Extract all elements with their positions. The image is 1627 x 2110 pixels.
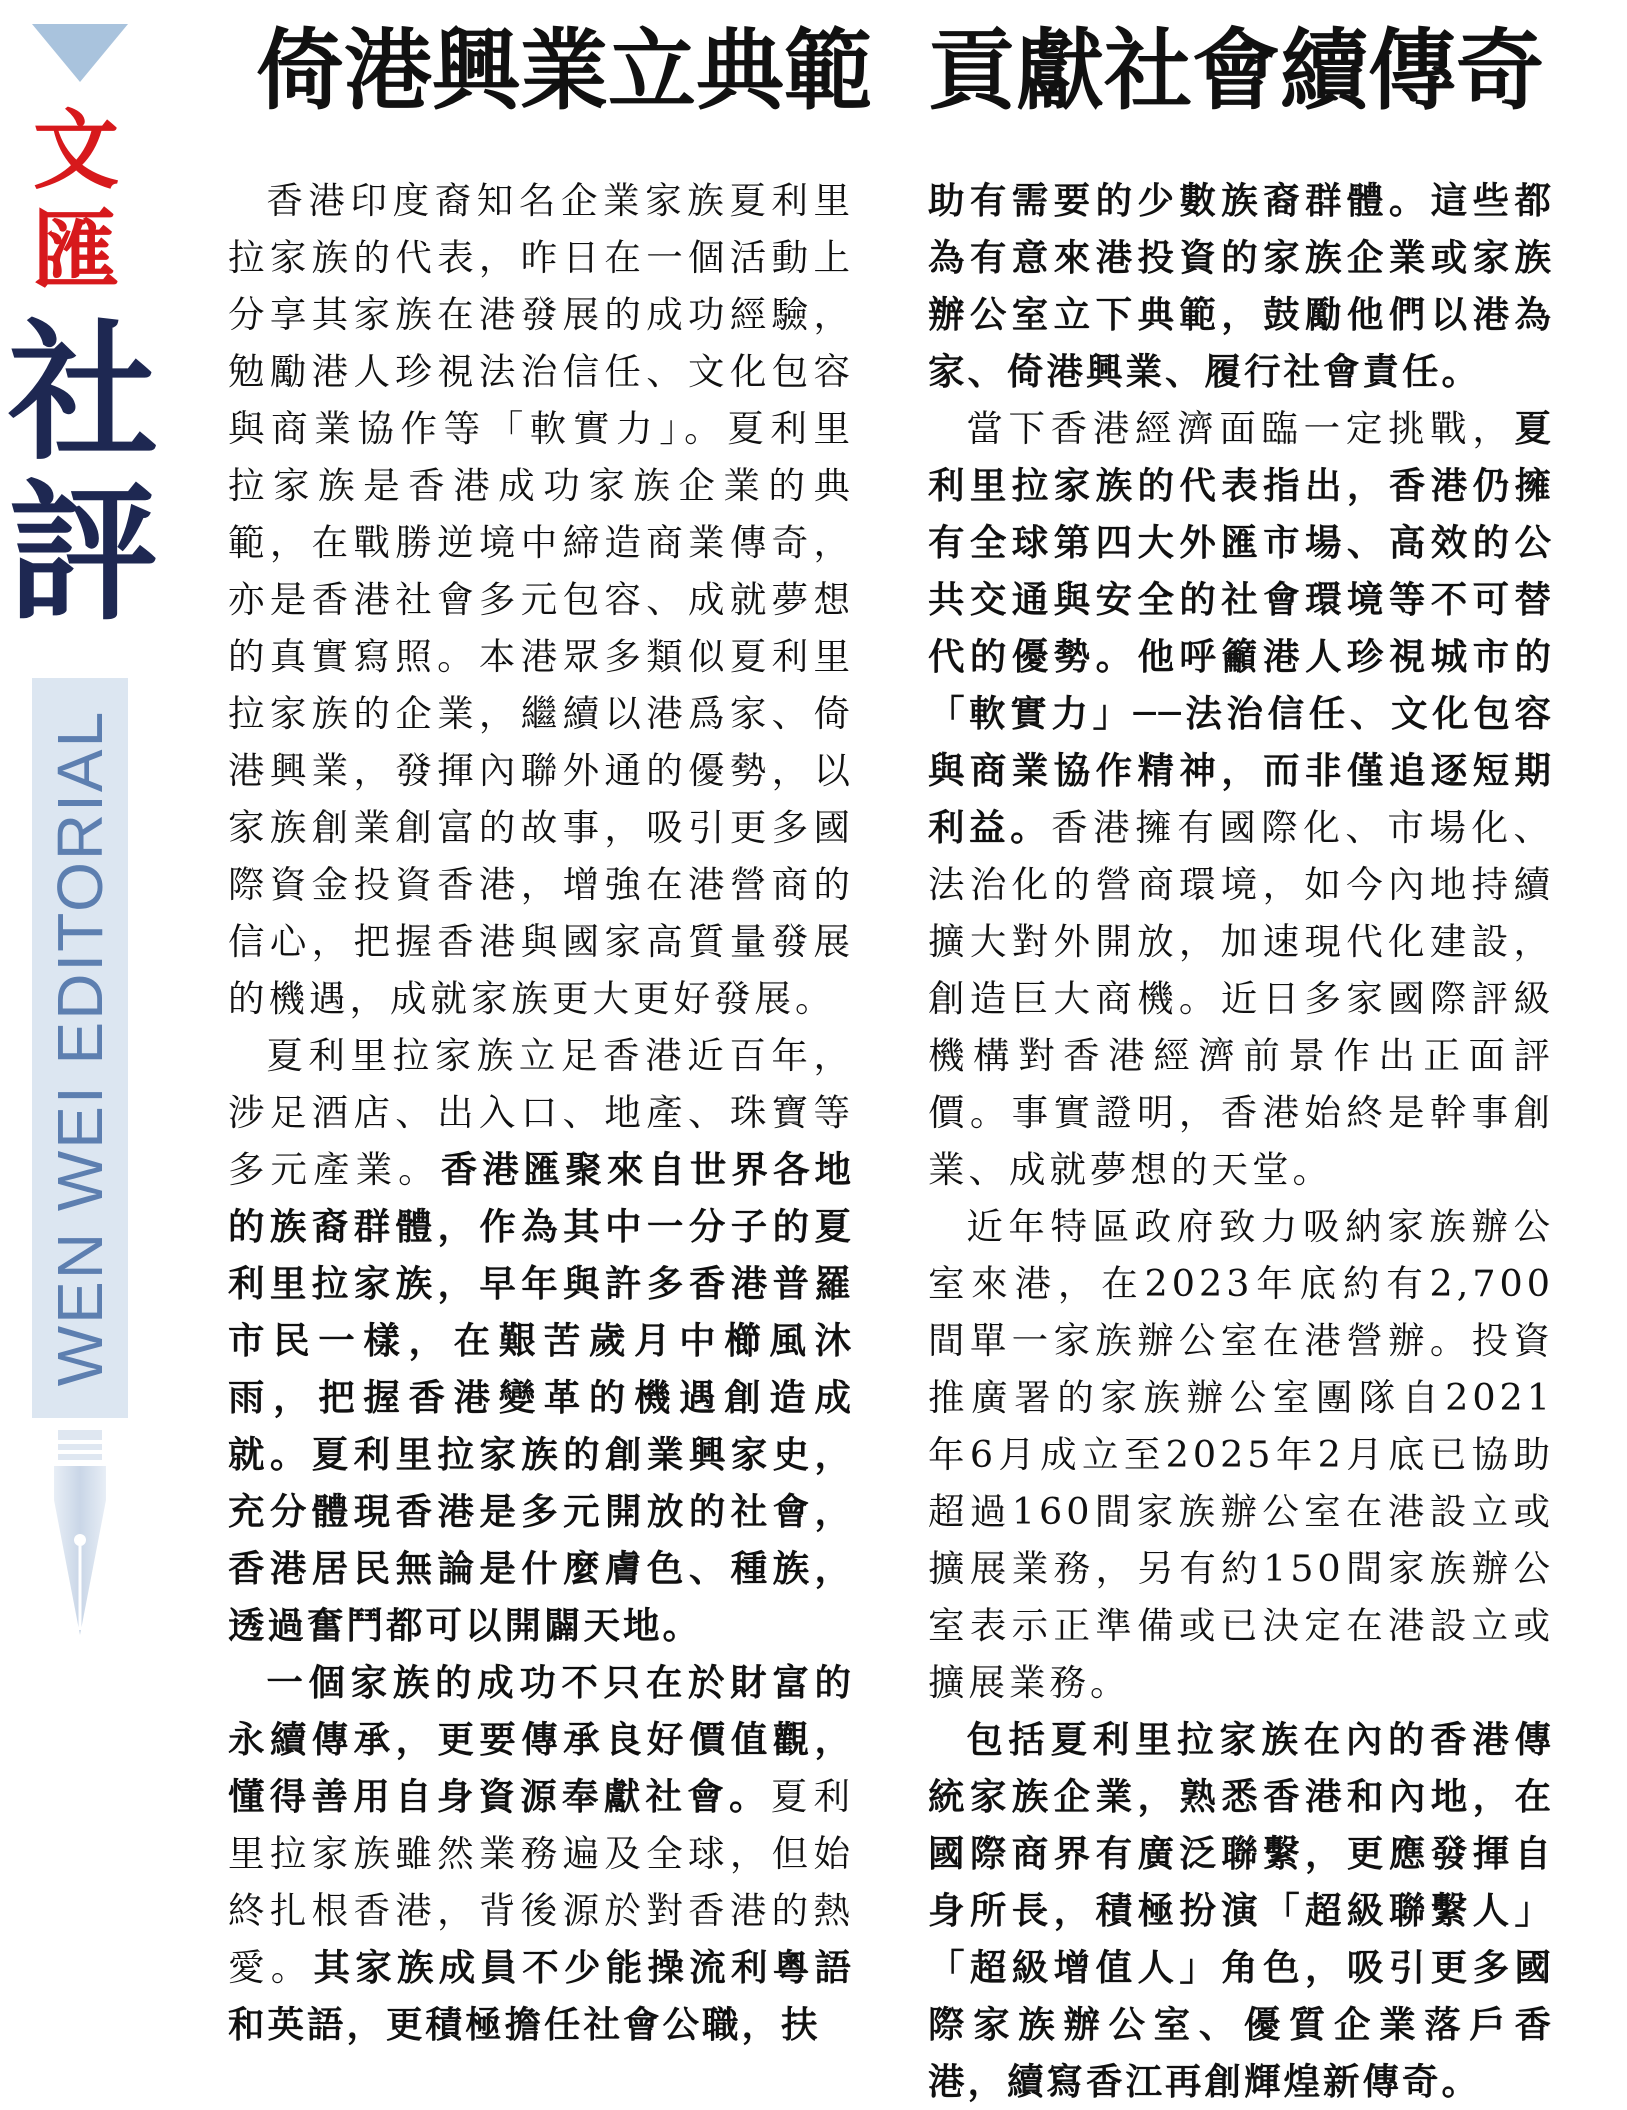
paragraph-3-continued: 助有需要的少數族裔群體。這些都為有意來港投資的家族企業或家族辦公室立下典範，鼓勵他們以港為家、倚港興業、履行社會責任。 bbox=[928, 179, 1554, 393]
editorial-label: WEN WEI EDITORIAL bbox=[44, 709, 116, 1387]
paragraph-4-regular: 當下香港經濟面臨一定挑戰， bbox=[966, 407, 1515, 450]
paragraph-3 bbox=[228, 1654, 854, 2053]
paragraph-1: 香港印度裔知名企業家族夏利里拉家族的代表，昨日在一個活動上分享其家族在港發展的成功經驗，勉勵港人珍視法治信任、文化包容與商業協作等「軟實力」。夏利里拉家族是香港成功家族企業的典範，在戰勝逆境中締造商業傳奇，亦是香港社會多元包容、成就夢想的真實寫照。本港眾多類似夏利里拉家族的企業，繼續以港爲家、倚港興業，發揮內聯外通的優勢，以家族創業創富的故事，吸引更多國際資金投資香港，增強在港營商的信心，把握香港與國家高質量發展的機遇，成就家族更大更好發展。 bbox=[228, 179, 854, 1020]
paragraph-4 bbox=[928, 400, 1554, 1198]
headline-part-2: 貢獻社會續傳奇 bbox=[928, 18, 1545, 122]
paragraph-5: 近年特區政府致力吸納家族辦公室來港，在2023年底約有2,700間單一家族辦公室在港營辦。投資推廣署的家族辦公室團隊自2021年6月成立至2025年2月底已協助超過160間家族辦公室在港設立或擴展業務，另有約150間家族辦公室表示正準備或已決定在港設立或擴展業務。 bbox=[928, 1205, 1554, 1704]
paragraph-3-regular: 夏利里拉家族雖然業務遍及全球，但始終扎根香港，背後源於對香港的熱愛。 bbox=[228, 1775, 854, 1989]
paragraph-3-bold-2: 其家族成員不少能操流利粵語和英語，更積極擔任社會公職，扶 bbox=[228, 1946, 854, 2046]
paragraph-4-bold: 夏利里拉家族的代表指出，香港仍擁有全球第四大外匯市場、高效的公共交通與安全的社會環境等不可替代的優勢。他呼籲港人珍視城市的「軟實力」──法治信任、文化包容與商業協作精神，而非僅追逐短期利益。 bbox=[928, 407, 1554, 849]
masthead bbox=[0, 0, 159, 2067]
triangle-marker-icon bbox=[32, 24, 128, 82]
headline bbox=[200, 10, 1600, 130]
brand-char-1: 文 bbox=[33, 100, 119, 201]
paragraph-2-regular: 夏利里拉家族立足香港近百年，涉足酒店、出入口、地產、珠寶等多元產業。 bbox=[228, 1034, 854, 1191]
left-column bbox=[228, 172, 854, 2053]
section-char-1: 社 bbox=[8, 305, 159, 481]
headline-part-1: 倚港興業立典範 bbox=[255, 18, 872, 122]
paragraph-4-regular-2: 香港擁有國際化、市場化、法治化的營商環境，如今內地持續擴大對外開放，加速現代化建設，創造巨大商機。近日多家國際評級機構對香港經濟前景作出正面評價。事實證明，香港始終是幹事創業、成就夢想的天堂。 bbox=[928, 806, 1555, 1191]
paragraph-6: 包括夏利里拉家族在內的香港傳統家族企業，熟悉香港和內地，在國際商界有廣泛聯繫，更應發揮自身所長，積極扮演「超級聯繫人」「超級增值人」角色，吸引更多國際家族辦公室、優質企業落戶香港，續寫香江再創輝煌新傳奇。 bbox=[928, 1718, 1554, 2103]
section-char-2: 評 bbox=[8, 465, 159, 641]
paragraph-3-bold: 一個家族的成功不只在於財富的永續傳承，更要傳承良好價值觀，懂得善用自身資源奉獻社會。 bbox=[228, 1661, 854, 1818]
paragraph-2 bbox=[228, 1027, 854, 1654]
paragraph-2-bold: 香港匯聚來自世界各地的族裔群體，作為其中一分子的夏利里拉家族，早年與許多香港普羅市民一樣，在艱苦歲月中櫛風沐雨，把握香港變革的機遇創造成就。夏利里拉家族的創業興家史，充分體現香港是多元開放的社會，香港居民無論是什麼膚色、種族，透過奮鬥都可以開闢天地。 bbox=[228, 1148, 855, 1647]
brand-char-2: 匯 bbox=[33, 200, 119, 301]
fountain-pen-icon bbox=[40, 1430, 120, 1640]
right-column bbox=[928, 172, 1554, 2110]
